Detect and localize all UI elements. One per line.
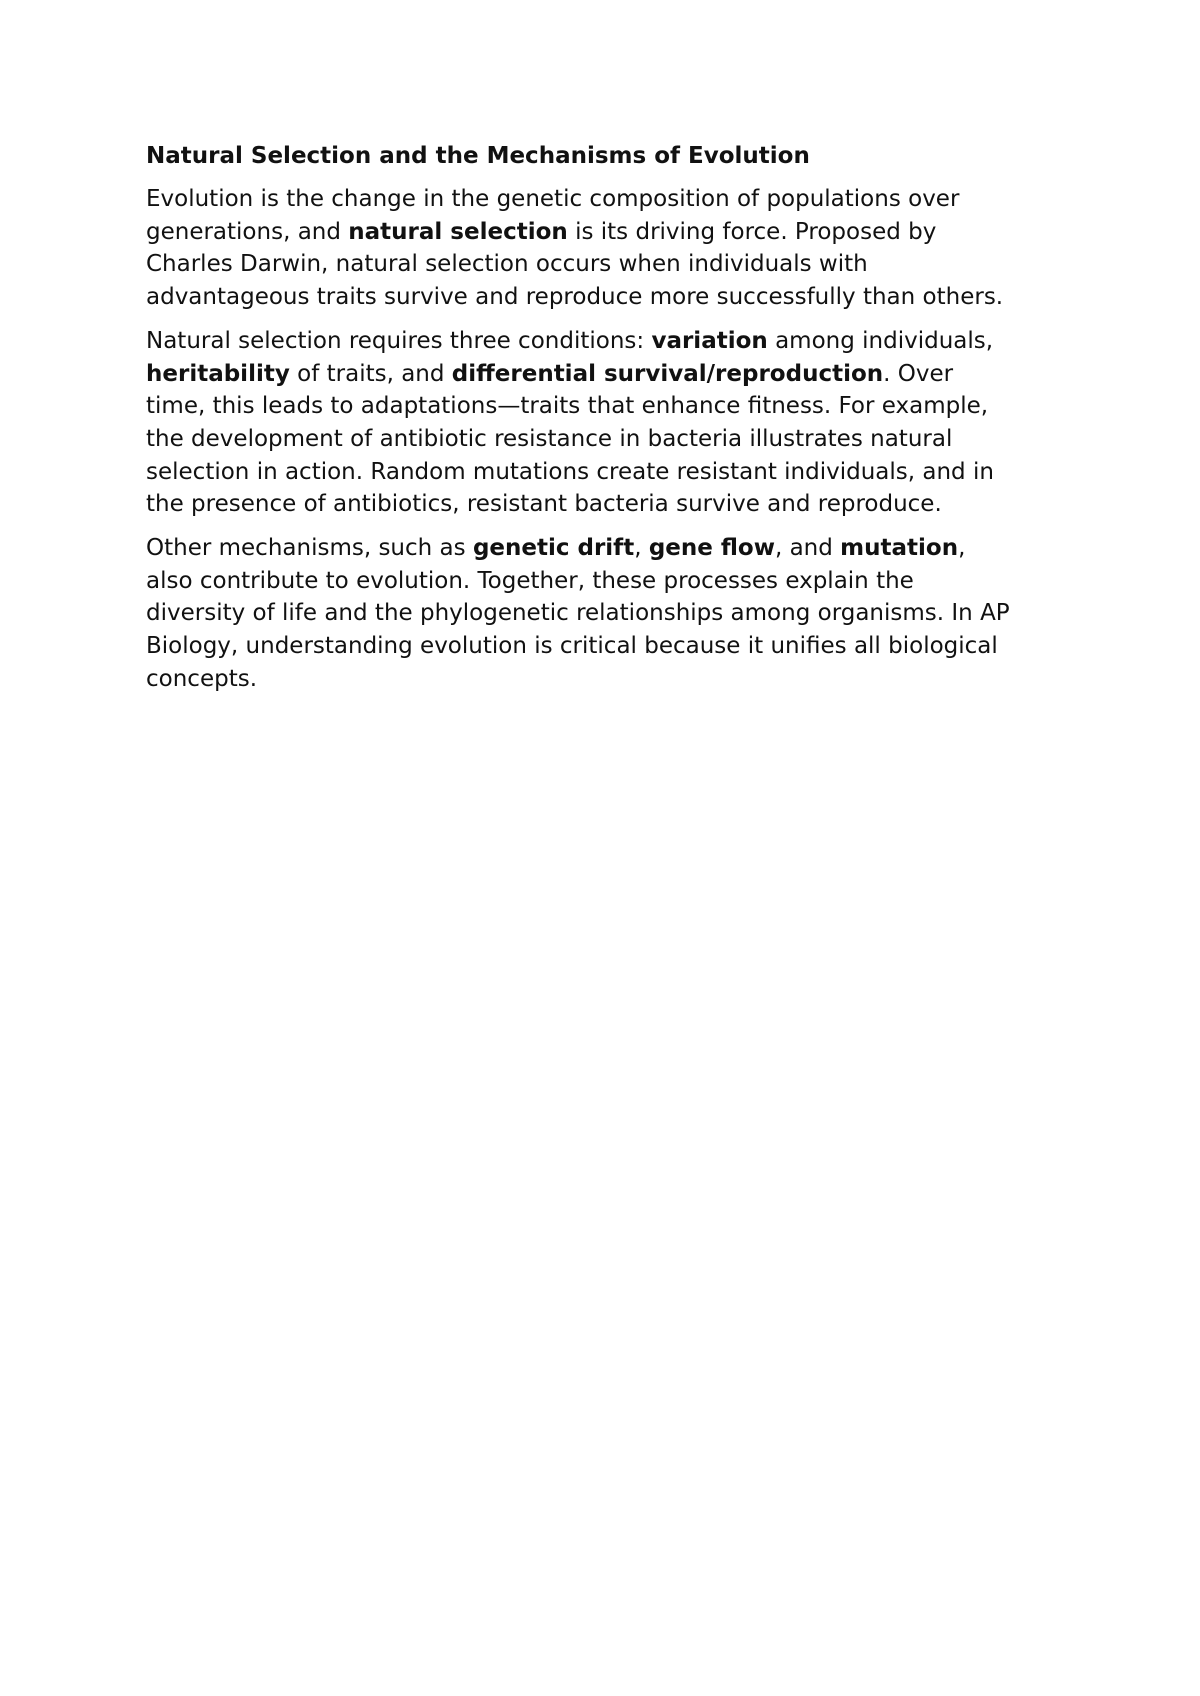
text-line: [146, 456, 1076, 489]
paragraph: [146, 532, 1076, 696]
text-line: [146, 423, 1076, 456]
text-run: time, this leads to adaptations—traits that enhance fitness. For example,: [146, 393, 989, 420]
text-run: Natural selection requires three conditions:: [146, 327, 652, 354]
text-run: . Over: [883, 360, 954, 387]
text-run: is its driving force. Proposed by: [567, 218, 937, 245]
text-line: [146, 216, 1076, 249]
document-title: Natural Selection and the Mechanisms of Evolution: [146, 143, 810, 169]
text-run: of traits, and: [289, 360, 452, 387]
text-line: [146, 390, 1076, 423]
text-run: Other mechanisms, such as: [146, 535, 473, 562]
document-body: [146, 140, 1076, 707]
text-line: [146, 183, 1076, 216]
bold-term: gene flow: [648, 535, 775, 562]
text-line: [146, 663, 1076, 696]
text-run: , and: [774, 535, 841, 562]
text-run: advantageous traits survive and reproduce more successfully than others.: [146, 284, 1004, 311]
text-run: generations, and: [146, 218, 349, 245]
text-run: among individuals,: [767, 327, 994, 354]
text-line: [146, 358, 1076, 391]
text-line: [146, 565, 1076, 598]
bold-term: natural selection: [348, 218, 568, 245]
paragraph: [146, 325, 1076, 521]
text-run: the presence of antibiotics, resistant bacteria survive and reproduce.: [146, 491, 942, 518]
bold-term: variation: [651, 327, 768, 354]
text-run: selection in action. Random mutations create resistant individuals, and in: [146, 458, 994, 485]
text-run: the development of antibiotic resistance in bacteria illustrates natural: [146, 425, 953, 452]
bold-term: mutation: [840, 535, 959, 562]
text-run: concepts.: [146, 665, 258, 692]
text-line: [146, 532, 1076, 565]
text-run: Biology, understanding evolution is critical because it unifies all biological: [146, 633, 998, 660]
text-run: diversity of life and the phylogenetic relationships among organisms. In AP: [146, 600, 1010, 627]
text-line: [146, 488, 1076, 521]
text-line: [146, 325, 1076, 358]
text-run: Evolution is the change in the genetic composition of populations over: [146, 186, 960, 212]
paragraph: [146, 183, 1076, 314]
bold-term: differential survival/reproduction: [451, 360, 884, 387]
text-run: also contribute to evolution. Together, these processes explain the: [146, 567, 914, 594]
bold-term: genetic drift: [472, 535, 635, 562]
text-run: ,: [634, 535, 649, 562]
text-line: [146, 248, 1076, 281]
text-run: Charles Darwin, natural selection occurs when individuals with: [146, 251, 868, 278]
text-line: [146, 597, 1076, 630]
text-run: ,: [958, 535, 966, 562]
paragraph-list: [146, 183, 1076, 696]
text-line: [146, 281, 1076, 314]
bold-term: heritability: [146, 360, 290, 387]
text-line: [146, 630, 1076, 663]
